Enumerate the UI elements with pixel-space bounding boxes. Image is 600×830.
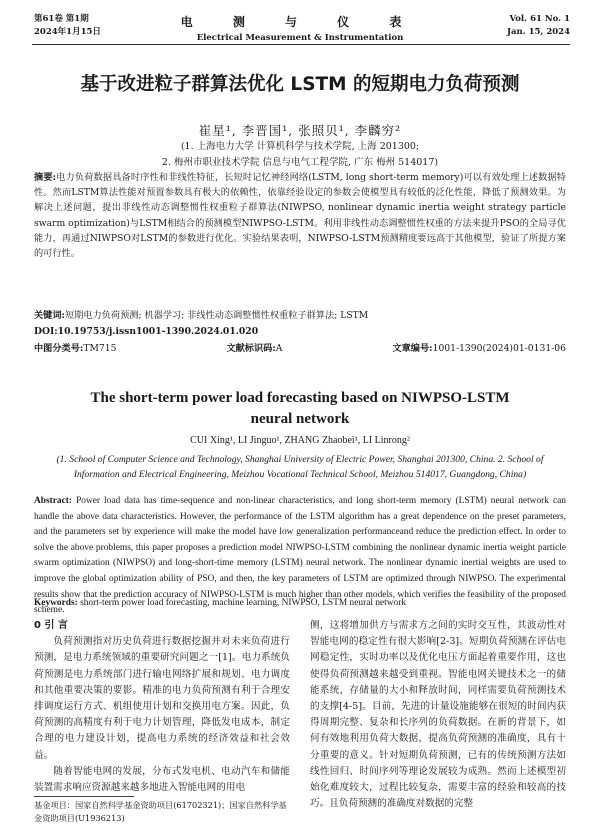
body-paragraph: 侧，这将增加供方与需求方之间的实时交互性，其波动性对智能电网的稳定性有很大影响[2-3]。短期负荷预测在评估电网稳定性，实时功率以及优化电压方面起着重要作用，这也使得负荷预测越来越受到重视。智能电网关键技术之一的储能系统，存储量的大小和释放时间，同样需要负荷预测技术的支撑[4-5]。目前，先进的计量设施能够在很短的时间内获得周期完整、复杂和长序列的负荷数据。在新的背景下，如何有效地利用负荷大数据，提高负荷预测的准确度，具有十分重要的意义。针对短期负荷预测，已有的传统预测方法如线性回归、时间序列等理论发展较为成熟。然而上述模型初始化难度较大，过程比较复杂，需要丰富的经验和较高的技巧。且负荷预测的准确度对数据的完整 bbox=[310, 620, 566, 810]
keywords-cn-label: 关键词: bbox=[34, 310, 65, 321]
doc-code: 文献标识码:A bbox=[226, 343, 283, 354]
header-date-cn: 2024年1月15日 bbox=[34, 27, 101, 37]
abstract-en-text: Power load data has time-sequence and non-linear characteristics, and long short-term memory (LSTM) neural network can handle the above data characteristics. However, the performance of the LSTM algorithm has a great dependence on the preset parameters, and the parameters set by experience will make the model have low generalization performanceand reduce the prediction effect. In order to solve the above problems, this paper proposes a prediction model NIWPSO-LSTM combining the nonlinear dynamic inertia weight particle swarm optimization (NIWPSO) and long-short-time memory (LSTM) neural network. The nonlinear dynamic inertial weights are used to improve the global optimization ability of PSO, and then, the key parameters of LSTM are optimized through NIWPSO. The experimental results show that the prediction accuracy of NIWPSO-LSTM is much higher than other models, which verifies the feasibility of the proposed scheme. bbox=[34, 496, 566, 616]
authors-cn: 崔星¹, 李晋国¹, 张照贝¹, 李麟穷² bbox=[198, 123, 402, 138]
header-rule bbox=[32, 44, 570, 45]
journal-name-cn: 电 测 与 仪 表 bbox=[180, 15, 420, 29]
keywords-cn bbox=[34, 308, 566, 323]
journal-name-en: Electrical Measurement & Instrumentation bbox=[196, 33, 404, 43]
authors-en: CUI Xing¹, LI Jinguo¹, ZHANG Zhaobei¹, LI Linrong² bbox=[190, 435, 410, 446]
keywords-en-label: Keywords: bbox=[34, 598, 78, 608]
abstract-cn bbox=[34, 170, 566, 261]
classification-row bbox=[34, 340, 566, 354]
affiliation-cn-1: (1. 上海电力大学 计算机科学与技术学院, 上海 201300; bbox=[180, 141, 420, 152]
header-volume: 第61卷 第1期 bbox=[34, 14, 89, 24]
body-column-left bbox=[34, 618, 290, 796]
doi bbox=[34, 324, 566, 339]
footnote-funding: 基金项目：国家自然科学基金资助项目(61702321)；国家自然科学基金资助项目(U1936213) bbox=[34, 800, 287, 823]
title-cn: 基于改进粒子群算法优化 LSTM 的短期电力负荷预测 bbox=[80, 74, 520, 95]
abstract-cn-label: 摘要: bbox=[34, 172, 57, 183]
footnote-rule bbox=[34, 796, 134, 797]
header-date-en: Jan. 15, 2024 bbox=[506, 27, 570, 37]
doi-text: 10.19753/j.issn1001-1390.2024.01.020 bbox=[57, 326, 259, 337]
affiliations-cn bbox=[0, 139, 600, 171]
keywords-en-text: short-term power load forecasting, machine learning, NIWPSO, LSTM neural network bbox=[80, 598, 407, 608]
header-volume-en-block bbox=[507, 13, 570, 39]
affiliation-cn-2: 2. 梅州市职业技术学院 信息与电气工程学院, 广东 梅州 514017) bbox=[161, 157, 439, 168]
body-column-right bbox=[310, 618, 566, 812]
abstract-en-label: Abstract: bbox=[34, 496, 73, 506]
doi-label: DOI: bbox=[34, 326, 58, 337]
header-volume-en: Vol. 61 No. 1 bbox=[509, 14, 570, 24]
affiliation-en: (1. School of Computer Science and Technology, Shanghai University of Electric Power, Shanghai 201300, China. 2. School of Information and Electrical Engineering, Meizhou Vocational Technical School, Meizhou 514017, Guangdong, China) bbox=[56, 454, 544, 480]
class-no: 中图分类号:TM715 bbox=[34, 343, 117, 354]
article-no: 文章编号:1001-1390(2024)01-0131-06 bbox=[392, 343, 566, 354]
keywords-en bbox=[34, 598, 566, 608]
title-en: The short-term power load forecasting based on NIWPSO-LSTM neural network bbox=[90, 390, 510, 427]
body-paragraph: 随着智能电网的发展，分布式发电机、电动汽车和储能装置需求响应资源越来越多地进入智能电网的用电 bbox=[34, 765, 290, 794]
keywords-cn-text: 短期电力负荷预测; 机器学习; 非线性动态调整惯性权重粒子群算法; LSTM bbox=[64, 310, 369, 321]
body-paragraph: 负荷预测指对历史负荷进行数据挖掘并对未来负荷进行预测，是电力系统领域的重要研究问题之一[1]。电力系统负荷预测是电力系统部门进行输电网络扩展和规划、电力调度和其他重要决策的要影。精准的电力负荷预测有利于合理安排调度运行方式、机组使用计划和交换用电方案。因此，负荷预测的高精度有利于电力计划管理，降低发电成本，制定合理的电力建设计划，提高电力系统的经济效益和社会效益。 bbox=[34, 636, 290, 761]
section-title: 0 引 言 bbox=[34, 620, 68, 631]
abstract-cn-text: 电力负荷数据具备时序性和非线性特征，长短时记忆神经网络(LSTM, long short-term memory)可以有效处理上述数据特性。然而LSTM算法性能对预置参数具有极大的依赖性，依靠经验设定的参数会使模型具有较低的泛化性能，降低了预测效果。为解决上述问题，提出非线性动态调整惯性权重粒子群算法(NIWPSO, nonlinear dynamic inertia weight strategy particle swarm optimization)与LSTM相结合的预测模型NIWPSO-LSTM。利用非线性动态调整惯性权重的方法来提升PSO的全局寻优能力，再通过NIWPSO对LSTM的参数进行优化。实验结果表明，NIWPSO-LSTM预测精度要远高于其他模型，验证了所提方案的可行性。 bbox=[34, 172, 566, 260]
